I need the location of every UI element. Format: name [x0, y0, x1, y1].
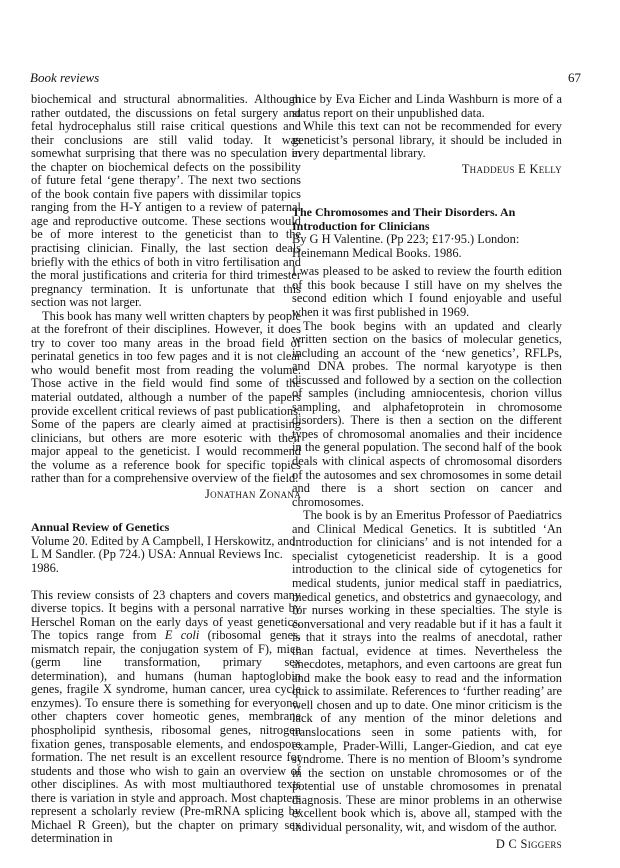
review-continuation-paragraph: mice by Eva Eicher and Linda Washburn is more of a status report on their unpublished data. [292, 92, 562, 120]
review-paragraph: The book is by an Emeritus Professor of Paediatrics and Clinical Medical Genetics. It is subtitled ‘An introduction for clinicians’ and is not intended for a specialist cytogeneticist readership. It is a good introduction to the clinical side of cytogenetics for medical students, junior medical staff in paediatrics, medical genetics, and obstetrics and gynaecology, and for nurses working in these specialties. The style is conversational and very readable but if it has a fault it is that it strays into the realms of anecdotal, rather than factual, evidence at times. Nevertheless the anecdotes, metaphors, and even cartoons are great fun and make the book easy to read and the information quick to assimilate. References to ‘further reading’ are well chosen and up to date. One minor criticism is the lack of any mention of the minor deletions and translocations seen in some patients with, for example, Prader-Willi, Langer-Giedion, and cat eye syndrome. There is no mention of Bloom’s syndrome in the section on unstable chromosomes or of the potential use of unstable chromosomes in prenatal diagnosis. These are minor problems in an otherwise excellent book which is, above all, stamped with the individual personality, wit, and wisdom of the author. [292, 508, 562, 834]
reviewer-signature: Jonathan Zonana [205, 486, 301, 501]
reviewer-signature: D C Siggers [495, 837, 562, 852]
organism-name: E coli [164, 628, 200, 643]
running-head: Book reviews [30, 70, 100, 85]
book-title: Annual Review of Genetics [31, 520, 170, 535]
review-paragraph: The book begins with an updated and clearly written section on the basics of molecular genetics, including an account of the ‘new genetics’, RFLPs, and DNA probes. The normal karyotype is then discussed and followed by a section on the collection of samples (including amniocentesis, chorion villus sampling, and alphafetoprotein in chromosome disorders). There is then a section on the different types of chromosomal anomalies and their incidence in the general population. The second half of the book deals with clinical aspects of chromosomal disorders of the autosomes and sex chromosomes in some detail and there is a short section on cancer and chromosomes. [292, 318, 562, 509]
book-bibliographic-details: By G H Valentine. (Pp 223; £17·95.) London: Heinemann Medical Books. 1986. [292, 232, 520, 260]
review-text: (ribosomal genes, mismatch repair, the conjugation system of F), mice (germ line transformation, primary sex determination), and humans (human haptoglobin genes, fragile X syndrome, human cancer, urea cycle enzymes). To ensure there is something for everyone, other chapters cover homeotic genes, membrane phospholipid synthesis, ribosomal genes, nitrogen fixation genes, transposable elements, and endospore formation. The net result is an excellent resource for students and those who wish to gain an overview of other disciplines. As with most multiauthored texts there is variation in style and approach. Most chapters represent a scholarly review (Pre-mRNA splicing by Michael R Green), but the chapter on primary sex determination in [31, 628, 302, 846]
review-continuation-paragraph: biochemical and structural abnormalities. Although rather outdated, the discussions on fetal surgery and fetal hydrocephalus still raise critical questions and their conclusions are still valid today. It was somewhat surprising that there was no speculation in the chapter on biochemical defects on the possibility of future fetal ‘gene therapy’. The next two sections of the book contain five papers with dissimilar topics ranging from the H-Y antigen to a review of paternal age and reproductive outcome. These sections would be of more interest to the geneticist than to the practising clinician. Finally, the last section deals briefly with the ethics of both in vitro fertilisation and the moral justifications and criteria for third trimester pregnancy termination. It is unfortunate that this section was not larger. [31, 92, 301, 310]
left-column [31, 93, 301, 846]
book-bibliographic-details: Volume 20. Edited by A Campbell, I Herskowitz, and L M Sandler. (Pp 724.) USA: Annual Reviews Inc. 1986. [31, 533, 296, 575]
page-number: 67 [568, 70, 581, 85]
review-paragraph: This book has many well written chapters by people at the forefront of their disciplines. However, it does try to cover too many areas in the broad field of perinatal genetics in too few pages and it is not clear who would benefit most from reading the volume. Those active in the field would find some of the material outdated, although a number of the papers provide excellent critical reviews of past publications. Some of the papers are clearly aimed at practising clinicians, but others are more esoteric with their major appeal to the geneticist. I would recommend the volume as a reference book for specific topics rather than for a comprehensive overview of the field. [31, 308, 301, 486]
review-paragraph: I was pleased to be asked to review the fourth edition of this book because I still have on my shelves the second edition which I found enjoyable and useful when it was first published in 1969. [292, 264, 562, 320]
reviewer-signature: Thaddeus E Kelly [461, 161, 562, 176]
book-title: The Chromosomes and Their Disorders. An Introduction for Clinicians [292, 205, 516, 233]
review-paragraph [31, 589, 301, 846]
review-paragraph: While this text can not be recommended for every geneticist’s personal library, it should be included in every departmental library. [292, 119, 562, 161]
review-text: This review consists of 23 chapters and covers many diverse topics. It begins with a personal narrative by Herschel Roman on the early days of yeast genetics. The topics range from [31, 587, 301, 643]
right-column [292, 93, 562, 852]
